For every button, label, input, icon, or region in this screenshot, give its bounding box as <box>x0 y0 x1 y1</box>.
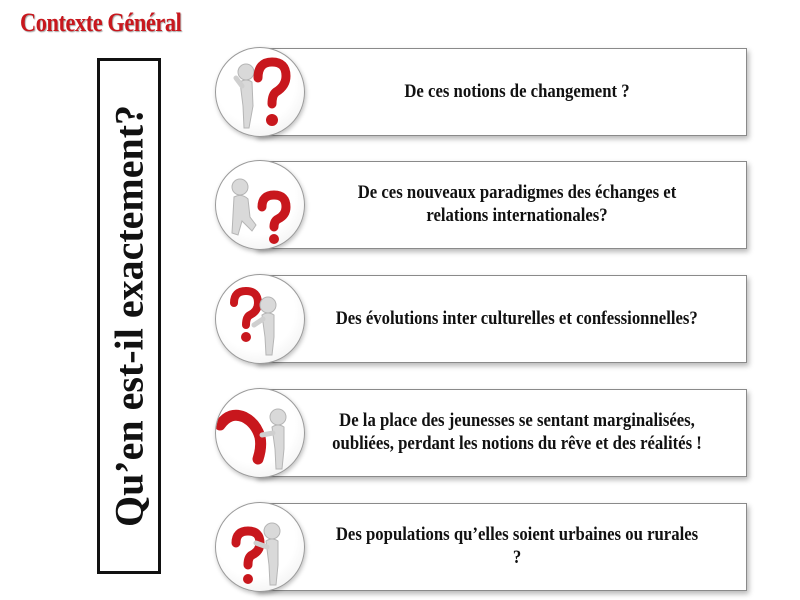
person-question-mark-icon <box>215 47 305 137</box>
question-row-5 <box>215 503 747 591</box>
question-box-1 <box>255 48 747 136</box>
question-box-3 <box>255 275 747 363</box>
question-text-1: De ces notions de changement ? <box>404 80 630 102</box>
question-text-5: Des populations qu’elles soient urbaines ou rurales ? <box>335 524 699 568</box>
vertical-title-box <box>97 58 161 574</box>
question-row-3 <box>215 275 747 363</box>
thinking-person-question-mark-icon <box>215 160 305 250</box>
vertical-title: Qu’en est-il exactement? <box>106 104 152 528</box>
question-box-5 <box>255 503 747 591</box>
person-pushing-question-mark-icon <box>215 388 305 478</box>
page-title: Contexte Général <box>20 8 182 37</box>
question-row-4 <box>215 389 747 477</box>
question-text-2: De ces nouveaux paradigmes des échanges et relations internationales? <box>357 182 677 226</box>
question-row-1 <box>215 48 747 136</box>
question-row-2 <box>215 161 747 249</box>
person-leaning-question-mark-icon <box>215 274 305 364</box>
person-holding-question-mark-icon <box>215 502 305 592</box>
question-text-4: De la place des jeunesses se sentant marginalisées, oubliées, perdant les notions du rêve et des réalités ! <box>332 410 702 454</box>
question-box-4 <box>255 389 747 477</box>
question-text-3: Des évolutions inter culturelles et confessionnelles? <box>335 307 699 329</box>
question-box-2 <box>255 161 747 249</box>
